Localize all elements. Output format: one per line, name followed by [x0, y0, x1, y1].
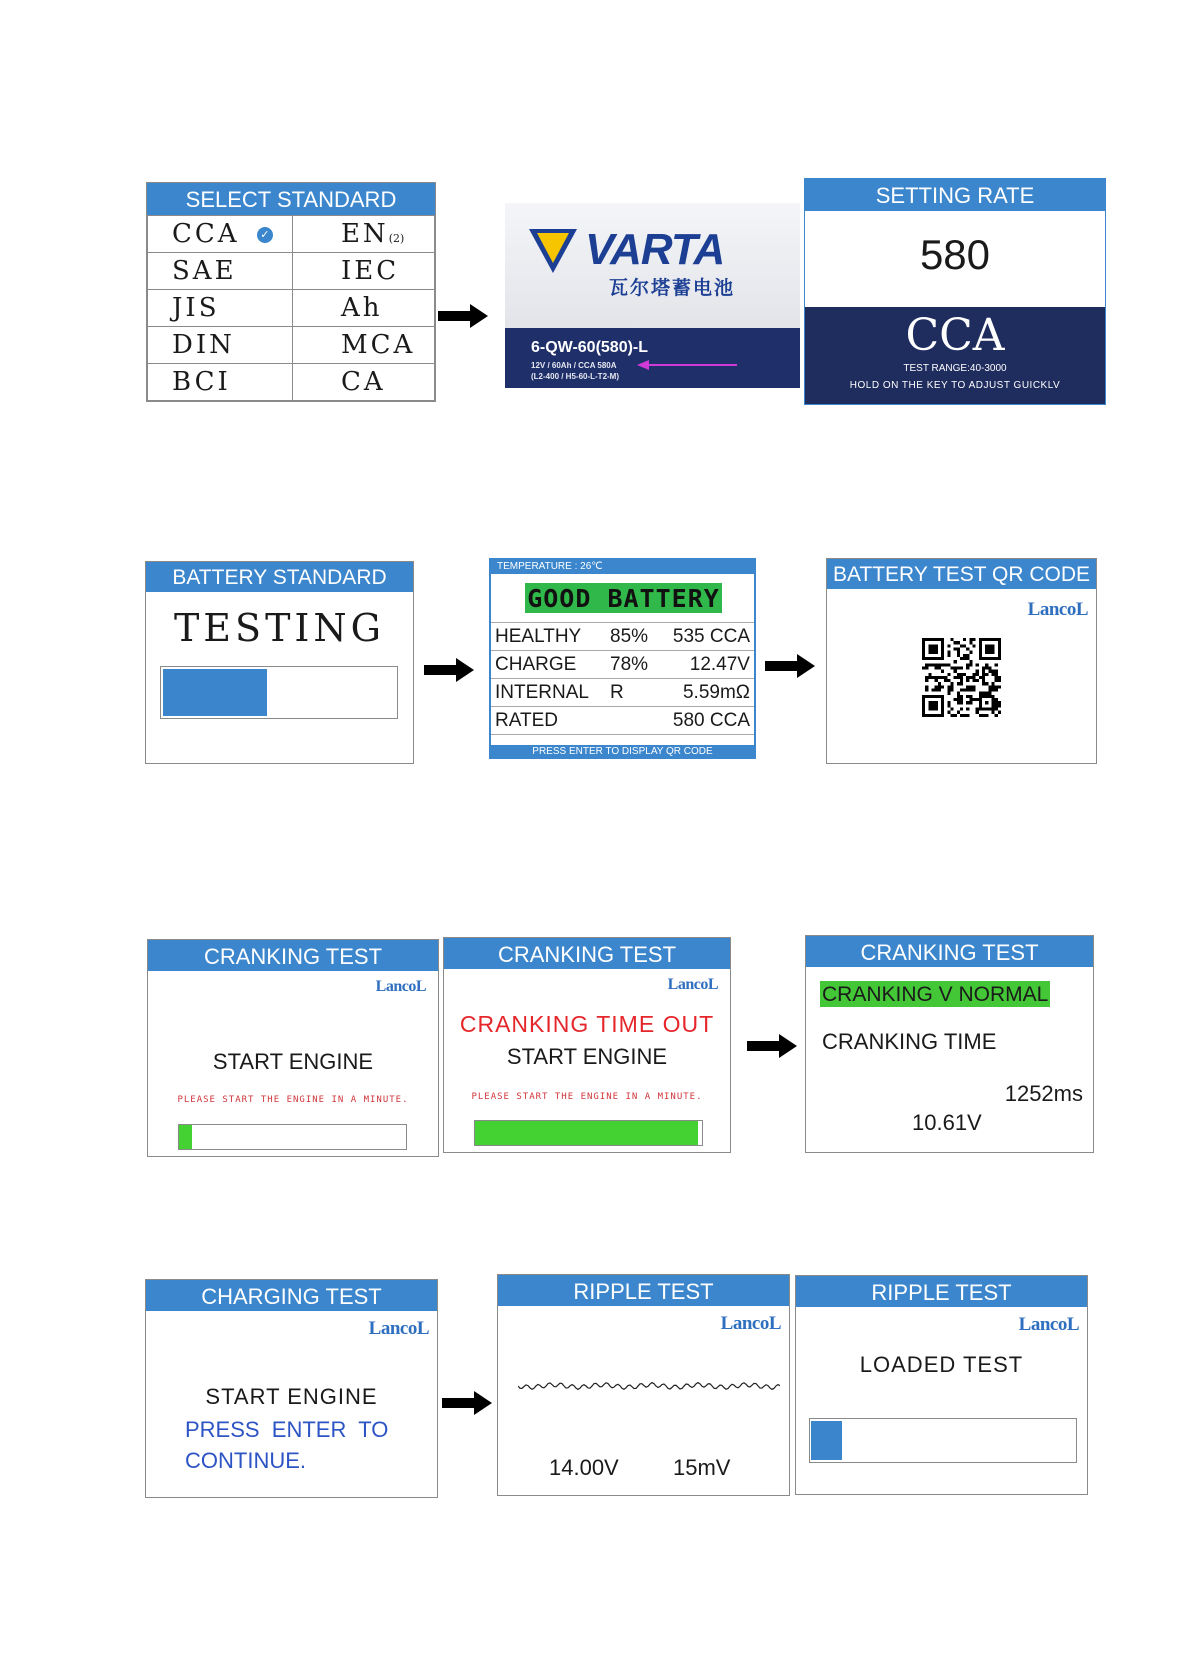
cranking-title: CRANKING TEST — [444, 938, 730, 969]
standard-grid — [147, 215, 435, 401]
result-value: 5.59mΩ — [658, 679, 754, 707]
table-row — [491, 651, 754, 679]
cranking-timeout-alert: CRANKING TIME OUT — [459, 1011, 715, 1037]
result-value: 12.47V — [658, 651, 754, 679]
standard-option-jis[interactable]: JIS — [148, 290, 293, 327]
brand-name: VARTA — [585, 225, 725, 274]
arrow-right-icon — [424, 656, 474, 684]
testing-progress-fill — [163, 669, 267, 716]
cranking-start-panel — [147, 939, 439, 1157]
cranking-time-label: CRANKING TIME — [822, 1029, 997, 1054]
result-percent: 85% — [606, 623, 658, 651]
rate-adjust-hint: HOLD ON THE KEY TO ADJUST GUICKLV — [849, 380, 1061, 391]
lancol-logo: LancoL — [1018, 1314, 1079, 1335]
battery-standard-title: BATTERY STANDARD — [146, 562, 413, 592]
cranking-title: CRANKING TEST — [148, 940, 438, 971]
standard-option-sae[interactable]: SAE — [148, 253, 293, 290]
testing-progress-bar — [160, 666, 398, 719]
table-row — [491, 679, 754, 707]
start-engine-text: START ENGINE — [205, 1384, 378, 1409]
cranking-result-panel — [805, 935, 1094, 1153]
cranking-progress-bar — [178, 1124, 407, 1150]
standard-option-iec[interactable]: IEC — [292, 253, 434, 290]
result-table — [491, 623, 754, 735]
result-percent: R — [606, 679, 658, 707]
select-standard-title: SELECT STANDARD — [147, 183, 435, 215]
ripple-value: 15mV — [673, 1455, 731, 1480]
cranking-progress-bar — [474, 1120, 703, 1146]
continue-prompt-line1[interactable]: PRESS ENTER TO — [185, 1417, 389, 1442]
en-suffix: (2) — [388, 232, 405, 245]
standard-option-ca[interactable]: CA — [292, 364, 434, 401]
setting-rate-title: SETTING RATE — [805, 179, 1105, 211]
qr-code-panel — [826, 558, 1097, 764]
setting-rate-panel — [804, 178, 1106, 405]
temperature-bar: TEMPERATURE : 26℃ — [491, 560, 754, 574]
cranking-progress-fill — [475, 1121, 698, 1145]
arrow-right-icon — [438, 302, 488, 330]
pointer-arrow-icon — [637, 359, 737, 371]
arrow-right-icon — [765, 652, 815, 680]
result-label: HEALTHY — [491, 623, 606, 651]
rate-unit: CCA — [905, 310, 1005, 361]
charging-title: CHARGING TEST — [146, 1280, 437, 1311]
start-engine-hint: PLEASE START THE ENGINE IN A MINUTE. — [177, 1095, 409, 1105]
standard-option-ah[interactable]: Ah — [292, 290, 434, 327]
loaded-test-text: LOADED TEST — [859, 1352, 1024, 1377]
lancol-logo: LancoL — [368, 1318, 429, 1339]
standard-option-mca[interactable]: MCA — [292, 327, 434, 364]
ripple-voltage: 14.00V — [549, 1455, 619, 1480]
cranking-timeout-panel — [443, 937, 731, 1153]
result-label: RATED — [491, 707, 606, 735]
result-percent — [606, 707, 658, 735]
result-value: 535 CCA — [658, 623, 754, 651]
brand-name-chinese: 瓦尔塔蓄电池 — [609, 278, 736, 299]
battery-spec-line1: 12V / 60Ah / CCA 580A — [531, 361, 617, 370]
charging-test-panel — [145, 1279, 438, 1498]
standard-option-bci[interactable]: BCI — [148, 364, 293, 401]
lancol-logo: LancoL — [720, 1313, 781, 1334]
rate-value[interactable]: 580 — [919, 231, 991, 278]
select-standard-panel — [146, 182, 436, 402]
battery-label-photo — [505, 203, 800, 388]
check-icon: ✓ — [257, 227, 273, 243]
battery-result-panel — [489, 558, 756, 759]
ripple-title: RIPPLE TEST — [498, 1275, 789, 1306]
battery-standard-panel — [145, 561, 414, 764]
arrow-right-icon — [747, 1032, 797, 1060]
ripple-graph-panel — [497, 1274, 790, 1496]
result-label: CHARGE — [491, 651, 606, 679]
qr-code-title: BATTERY TEST QR CODE — [827, 559, 1096, 589]
start-engine-text: START ENGINE — [212, 1049, 374, 1074]
testing-status: TESTING — [173, 606, 386, 650]
cranking-progress-fill — [179, 1125, 192, 1149]
battery-spec-line2: (L2-400 / H5-60-L-T2-M) — [531, 372, 620, 381]
result-label: INTERNAL — [491, 679, 606, 707]
standard-option-cca[interactable]: CCA ✓ — [148, 216, 293, 253]
loaded-test-panel — [795, 1275, 1088, 1495]
standard-option-en[interactable]: EN(2) — [292, 216, 434, 253]
cranking-title: CRANKING TEST — [806, 936, 1093, 967]
arrow-right-icon — [442, 1389, 492, 1417]
table-row — [491, 623, 754, 651]
qr-prompt-footer[interactable]: PRESS ENTER TO DISPLAY QR CODE — [491, 745, 754, 759]
ripple-waveform — [518, 1375, 780, 1397]
lancol-logo: LancoL — [667, 976, 718, 993]
result-percent: 78% — [606, 651, 658, 679]
start-engine-hint: PLEASE START THE ENGINE IN A MINUTE. — [471, 1092, 703, 1102]
table-row — [491, 707, 754, 735]
continue-prompt-line2[interactable]: CONTINUE. — [185, 1448, 306, 1473]
battery-model: 6-QW-60(580)-L — [531, 339, 649, 356]
qr-code-icon — [922, 638, 1001, 717]
result-value: 580 CCA — [658, 707, 754, 735]
ripple-title: RIPPLE TEST — [796, 1276, 1087, 1307]
verdict-badge: GOOD BATTERY — [525, 583, 722, 613]
varta-logo-icon — [529, 229, 577, 273]
rate-test-range: TEST RANGE:40-3000 — [903, 363, 1007, 374]
loaded-progress-fill — [811, 1421, 842, 1460]
cranking-time-value: 1252ms — [1004, 1081, 1083, 1106]
cranking-voltage-value: 10.61V — [912, 1110, 982, 1135]
cranking-status-badge: CRANKING V NORMAL — [822, 983, 1049, 1006]
standard-option-din[interactable]: DIN — [148, 327, 293, 364]
loaded-progress-bar — [809, 1418, 1077, 1463]
lancol-logo: LancoL — [375, 978, 426, 995]
lancol-logo: LancoL — [1027, 599, 1088, 620]
start-engine-text: START ENGINE — [506, 1044, 668, 1069]
